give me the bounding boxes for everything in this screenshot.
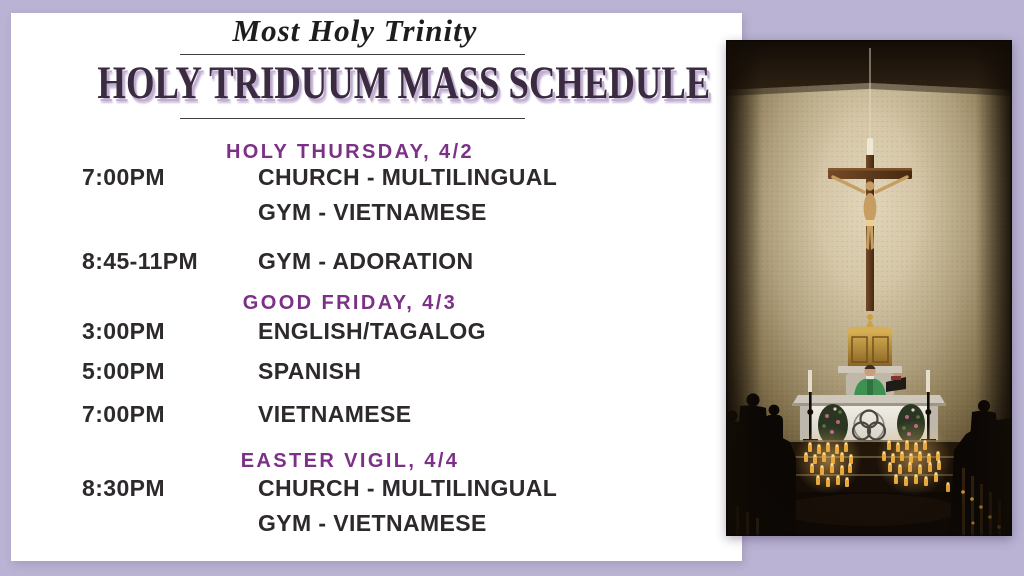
schedule-row	[82, 160, 557, 230]
divider-bottom	[180, 118, 525, 119]
event-time: 7:00PM	[82, 164, 165, 190]
schedule-row	[82, 244, 474, 279]
event-locations	[258, 160, 557, 230]
event-location-line: GYM - VIETNAMESE	[258, 510, 487, 536]
event-location-line: CHURCH - MULTILINGUAL	[258, 475, 558, 501]
schedule-card	[11, 13, 742, 561]
page-title: HOLY TRIDUUM MASS SCHEDULE	[97, 57, 711, 109]
schedule-row	[82, 354, 361, 389]
event-locations	[258, 397, 412, 432]
event-location-line: VIETNAMESE	[258, 401, 412, 427]
event-time: 7:00PM	[82, 401, 165, 427]
schedule-row	[82, 471, 557, 541]
parish-name: Most Holy Trinity	[232, 13, 478, 48]
event-location-line: CHURCH - MULTILINGUAL	[258, 164, 558, 190]
event-location-line: GYM - ADORATION	[258, 248, 474, 274]
event-locations	[258, 314, 486, 349]
event-time: 8:45-11PM	[82, 248, 199, 274]
event-locations	[258, 354, 361, 389]
event-location-line: GYM - VIETNAMESE	[258, 199, 487, 225]
event-location-line: ENGLISH/TAGALOG	[258, 318, 486, 344]
schedule-row	[82, 314, 486, 349]
section-title-holy-thursday: HOLY THURSDAY, 4/2	[225, 141, 475, 163]
event-locations	[258, 471, 557, 541]
event-time: 5:00PM	[82, 358, 165, 384]
event-locations	[258, 244, 474, 279]
church-photo	[726, 40, 1012, 536]
section-title-good-friday: GOOD FRIDAY, 4/3	[242, 292, 458, 314]
event-time: 8:30PM	[82, 475, 165, 501]
church-photo-illustration	[726, 40, 1012, 536]
event-location-line: SPANISH	[258, 358, 362, 384]
schedule-row	[82, 397, 412, 432]
event-time: 3:00PM	[82, 318, 165, 344]
section-title-easter-vigil: EASTER VIGIL, 4/4	[240, 450, 460, 472]
